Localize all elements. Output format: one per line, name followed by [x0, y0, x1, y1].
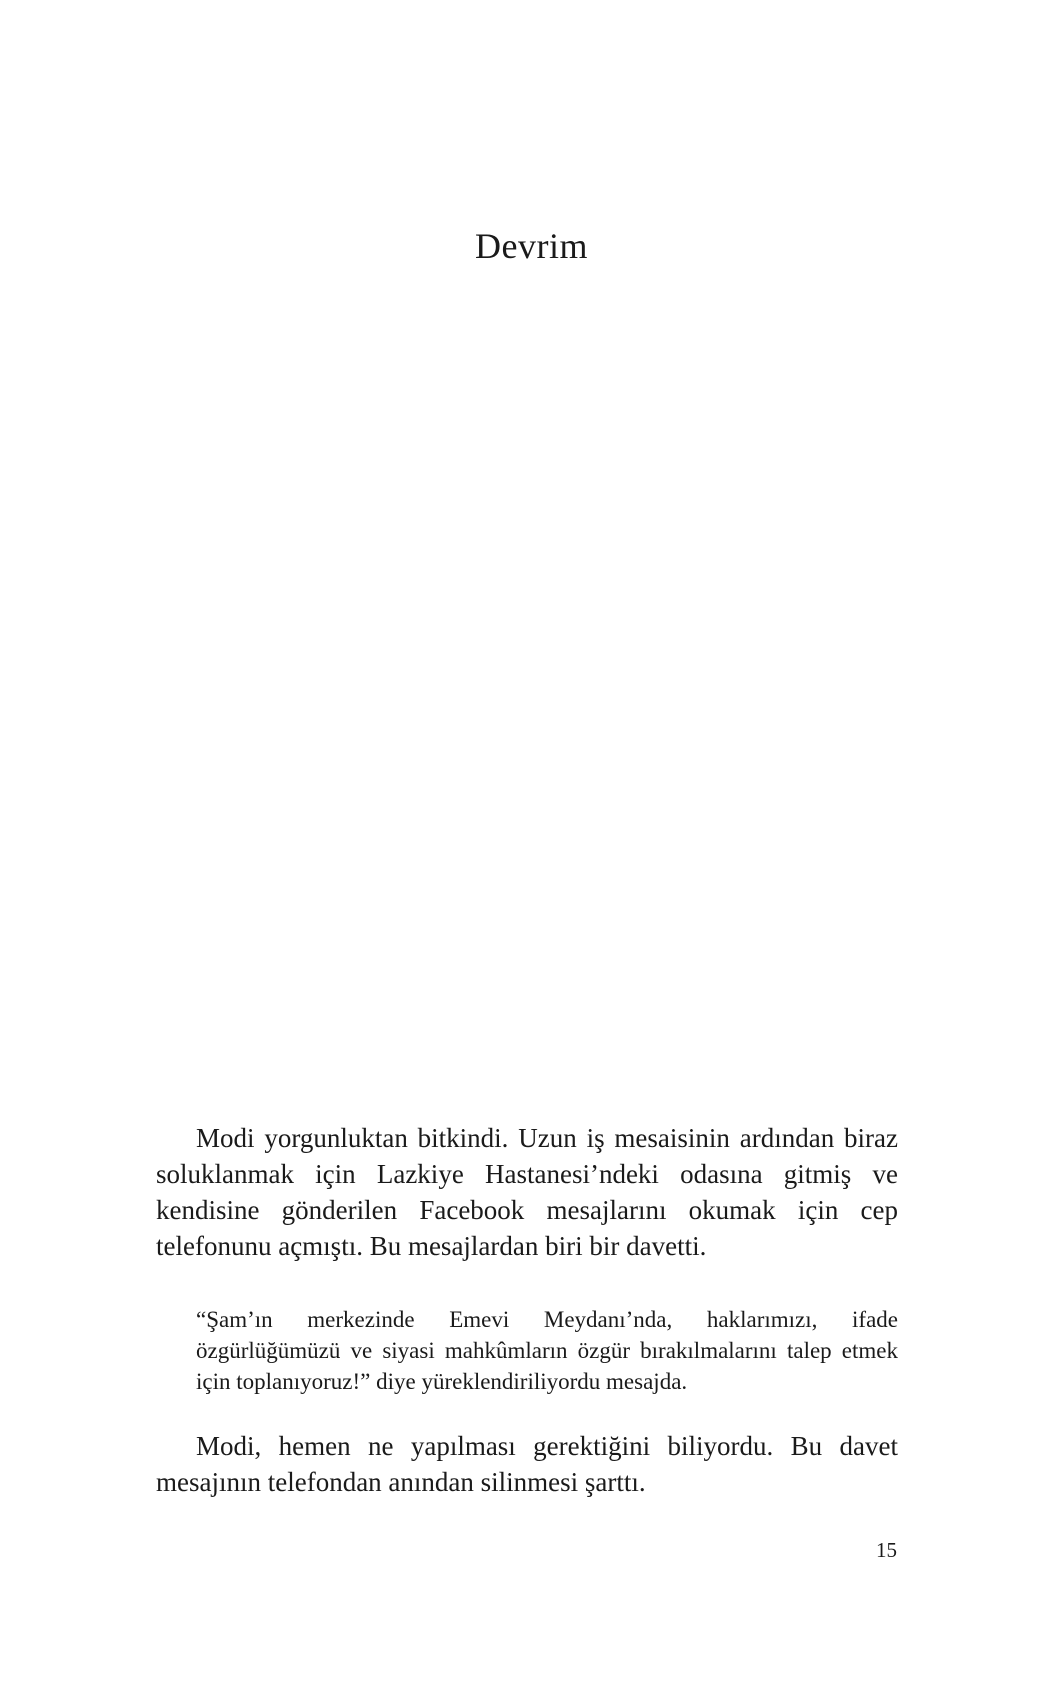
page-number: 15: [876, 1538, 897, 1562]
opening-paragraph-block: [156, 1120, 898, 1264]
closing-paragraph: Modi, hemen ne yapılması gerektiğini biliyordu. Bu davet mesajının telefondan anından silinmesi şarttı.: [156, 1431, 898, 1497]
chapter-title: Devrim: [475, 226, 588, 266]
quoted-message: “Şam’ın merkezinde Emevi Meydanı’nda, haklarımızı, ifade özgürlüğümüzü ve siyasi mahkûmların özgür bırakılmalarını talep etmek için toplanıyoruz!” diye yüreklendiriliyordu mesajda.: [196, 1307, 898, 1394]
quote-block: [196, 1304, 898, 1397]
closing-paragraph-block: [156, 1428, 898, 1500]
opening-paragraph: Modi yorgunluktan bitkindi. Uzun iş mesaisinin ardından biraz soluklanmak için Lazkiye Hastanesi’ndeki odasına gitmiş ve kendisine gönderilen Facebook mesajlarını okumak için cep telefonunu açmıştı. Bu mesajlardan biri bir davetti.: [156, 1123, 898, 1261]
